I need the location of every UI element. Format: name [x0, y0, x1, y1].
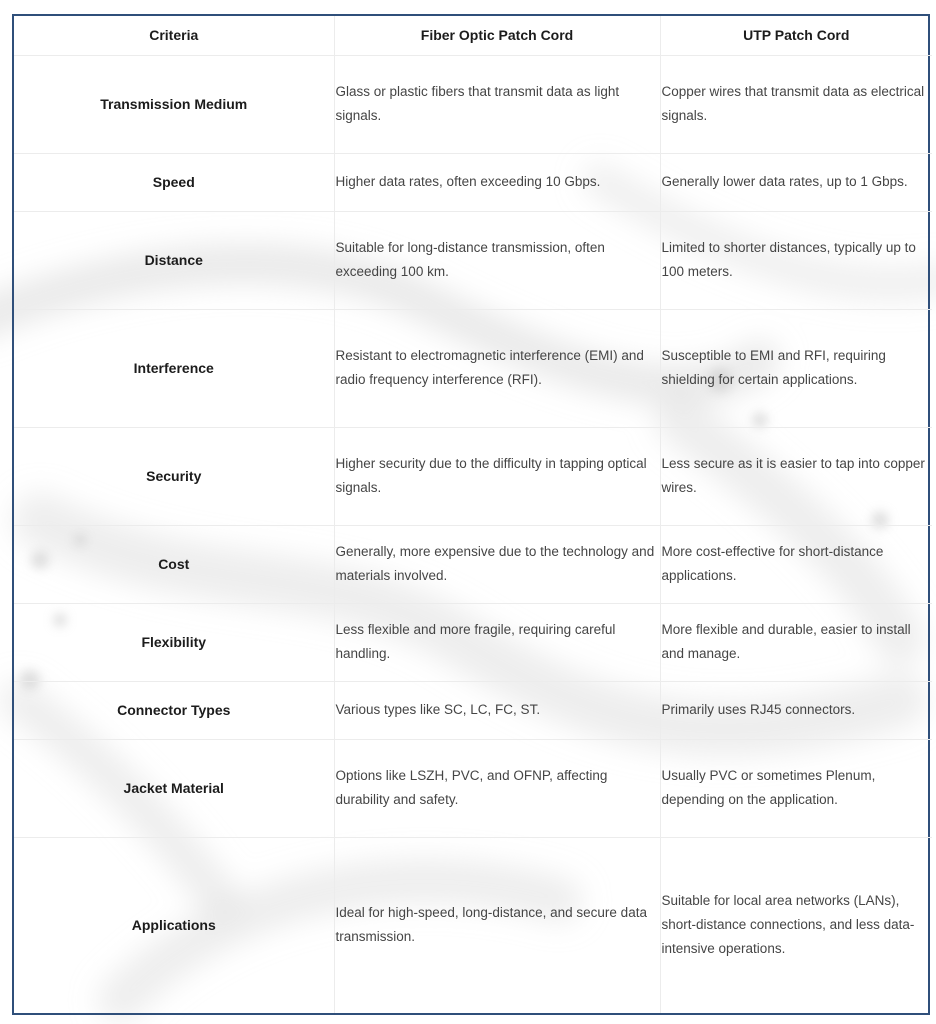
- utp-cell: Less secure as it is easier to tap into copper wires.: [660, 427, 932, 525]
- table-row: [14, 739, 932, 837]
- fiber-cell: Generally, more expensive due to the technology and materials involved.: [334, 525, 660, 603]
- fiber-cell: Glass or plastic fibers that transmit data as light signals.: [334, 55, 660, 153]
- criteria-cell: Distance: [14, 211, 334, 309]
- comparison-table: [14, 16, 932, 1013]
- utp-cell: Usually PVC or sometimes Plenum, depending on the application.: [660, 739, 932, 837]
- utp-cell: Suitable for local area networks (LANs), short-distance connections, and less data-intensive operations.: [661, 893, 915, 957]
- fiber-cell: Options like LSZH, PVC, and OFNP, affecting durability and safety.: [334, 739, 660, 837]
- fiber-cell: Less flexible and more fragile, requiring careful handling.: [334, 603, 660, 681]
- table-row: [14, 309, 932, 427]
- criteria-cell: Cost: [14, 525, 334, 603]
- utp-cell: Susceptible to EMI and RFI, requiring shielding for certain applications.: [660, 309, 932, 427]
- table-row: [14, 55, 932, 153]
- fiber-cell: Higher data rates, often exceeding 10 Gbps.: [334, 153, 660, 211]
- criteria-cell: Transmission Medium: [14, 55, 334, 153]
- table-row: [14, 153, 932, 211]
- criteria-cell: Applications: [14, 837, 334, 1013]
- header-utp: UTP Patch Cord: [660, 16, 932, 55]
- comparison-table-frame: [12, 14, 930, 1015]
- utp-cell: Copper wires that transmit data as electrical signals.: [660, 55, 932, 153]
- criteria-cell: Interference: [14, 309, 334, 427]
- utp-cell: Limited to shorter distances, typically up to 100 meters.: [660, 211, 932, 309]
- table-header-row: [14, 16, 932, 55]
- fiber-cell: Suitable for long-distance transmission, often exceeding 100 km.: [334, 211, 660, 309]
- header-criteria: Criteria: [14, 16, 334, 55]
- fiber-cell: Higher security due to the difficulty in tapping optical signals.: [334, 427, 660, 525]
- utp-cell: More cost-effective for short-distance applications.: [660, 525, 932, 603]
- table-row: [14, 681, 932, 739]
- table-row: [14, 427, 932, 525]
- criteria-cell: Jacket Material: [14, 739, 334, 837]
- table-row: [14, 837, 932, 1013]
- utp-cell: Generally lower data rates, up to 1 Gbps.: [660, 153, 932, 211]
- fiber-cell: Various types like SC, LC, FC, ST.: [334, 681, 660, 739]
- fiber-cell: Ideal for high-speed, long-distance, and secure data transmission.: [334, 837, 660, 1013]
- table-row: [14, 603, 932, 681]
- header-fiber: Fiber Optic Patch Cord: [334, 16, 660, 55]
- criteria-cell: Connector Types: [14, 681, 334, 739]
- utp-cell: More flexible and durable, easier to install and manage.: [660, 603, 932, 681]
- table-row: [14, 211, 932, 309]
- table-row: [14, 525, 932, 603]
- criteria-cell: Security: [14, 427, 334, 525]
- criteria-cell: Flexibility: [14, 603, 334, 681]
- utp-cell: Primarily uses RJ45 connectors.: [660, 681, 932, 739]
- fiber-cell: Resistant to electromagnetic interference (EMI) and radio frequency interference (RFI).: [334, 309, 660, 427]
- criteria-cell: Speed: [14, 153, 334, 211]
